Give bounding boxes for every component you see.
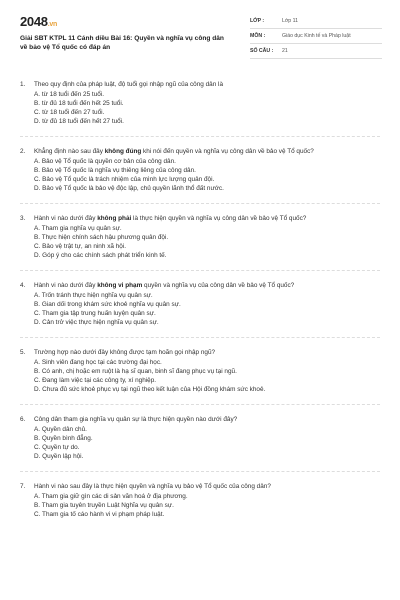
- question-stem-text: Khẳng định nào sau đây: [34, 148, 105, 155]
- answer-option[interactable]: D. Chưa đủ sức khoẻ phục vụ tại ngũ theo kết luận của Hội đồng khám sức khoẻ.: [34, 386, 266, 393]
- question-stem-text: Hành vi nào sau đây là thực hiện quyền và nghĩa vụ bảo vệ Tổ quốc của công dân?: [34, 483, 271, 490]
- meta-value: Giáo dục Kinh tế và Pháp luật: [282, 33, 351, 39]
- meta-row-grade: [250, 14, 382, 29]
- answer-option[interactable]: B. Bảo vệ Tổ quốc là nghĩa vụ thiêng liêng của công dân.: [34, 167, 196, 174]
- meta-value: 21: [282, 48, 288, 54]
- answer-option[interactable]: A. Bảo vệ Tổ quốc là quyền cơ bản của công dân.: [34, 158, 176, 165]
- answer-option[interactable]: A. Sinh viên đang học tại các trường đại học.: [34, 359, 162, 366]
- document-meta: [250, 14, 382, 59]
- question-stem: [34, 482, 380, 491]
- question-stem-text: Theo quy định của pháp luật, độ tuổi gọi nhập ngũ của công dân là: [34, 81, 224, 88]
- question-stem: [34, 348, 380, 357]
- question-stem-text: là thực hiện quyền và nghĩa vụ công dân về bảo vệ Tổ quốc?: [131, 215, 307, 222]
- meta-value: Lớp 11: [282, 18, 298, 24]
- question-stem: [34, 147, 380, 156]
- question-stem: [34, 415, 380, 424]
- question-divider: [20, 203, 380, 204]
- answer-option[interactable]: C. Tham gia tố cáo hành vi vi phạm pháp luật.: [34, 511, 165, 518]
- document-header: [0, 0, 400, 62]
- question-item: [20, 147, 380, 193]
- question-item: [20, 348, 380, 394]
- meta-row-count: [250, 44, 382, 59]
- question-stem-text: quyền và nghĩa vụ của công dân về bảo vệ Tổ quốc?: [142, 282, 295, 289]
- question-stem-emphasis: không vi phạm: [97, 282, 143, 289]
- question-stem-text: Hành vi nào dưới đây: [34, 215, 98, 222]
- question-divider: [20, 471, 380, 472]
- question-item: [20, 415, 380, 461]
- question-stem-emphasis: không đúng: [104, 148, 142, 155]
- question-stem-text: Trường hợp nào dưới đây không được tạm hoãn gọi nhập ngũ?: [34, 349, 216, 356]
- question-stem-text: Hành vi nào dưới đây: [34, 282, 98, 289]
- answer-option[interactable]: D. Quyền lập hội.: [34, 453, 84, 460]
- answer-option[interactable]: C. từ 18 tuổi đến 27 tuổi.: [34, 109, 105, 116]
- question-divider: [20, 270, 380, 271]
- question-stem-text: Công dân tham gia nghĩa vụ quân sự là thực hiện quyền nào dưới đây?: [34, 416, 238, 423]
- answer-option[interactable]: C. Tham gia tập trung huấn luyện quân sự.: [34, 310, 156, 317]
- answer-option[interactable]: C. Đang làm việc tại các công ty, xí nghiệp.: [34, 377, 157, 384]
- question-divider: [20, 337, 380, 338]
- answer-option[interactable]: B. Quyền bình đẳng.: [34, 435, 93, 442]
- question-number: 6.: [20, 416, 26, 423]
- meta-key: LỚP :: [250, 18, 265, 24]
- question-list: [20, 80, 380, 529]
- question-item: [20, 482, 380, 519]
- answer-option[interactable]: C. Quyền tự do.: [34, 444, 80, 451]
- answer-option[interactable]: D. Cản trở việc thực hiện nghĩa vụ quân sự.: [34, 319, 159, 326]
- answer-option[interactable]: D. Bảo vệ Tổ quốc là bảo vệ độc lập, chủ quyền lãnh thổ đất nước.: [34, 185, 224, 192]
- logo-main: 2048: [20, 14, 48, 29]
- question-number: 1.: [20, 81, 26, 88]
- meta-key: SỐ CÂU :: [250, 48, 274, 54]
- question-item: [20, 80, 380, 126]
- question-stem-text: khi nói đến quyền và nghĩa vụ công dân về bảo vệ Tổ quốc?: [141, 148, 314, 155]
- question-number: 4.: [20, 282, 26, 289]
- question-stem: [34, 80, 380, 89]
- question-number: 2.: [20, 148, 26, 155]
- answer-option[interactable]: A. Trốn tránh thực hiện nghĩa vụ quân sự.: [34, 292, 153, 299]
- answer-option[interactable]: A. Tham gia giữ gìn các di sản văn hoá ở địa phương.: [34, 493, 188, 500]
- question-divider: [20, 404, 380, 405]
- question-number: 5.: [20, 349, 26, 356]
- answer-option[interactable]: B. Có anh, chị hoặc em ruột là hạ sĩ quan, binh sĩ đang phục vụ tại ngũ.: [34, 368, 237, 375]
- answer-option[interactable]: A. Quyền dân chủ.: [34, 426, 87, 433]
- question-stem-emphasis: không phải: [97, 215, 132, 222]
- question-number: 3.: [20, 215, 26, 222]
- document-title: Giải SBT KTPL 11 Cánh diều Bài 16: Quyền và nghĩa vụ công dân về bảo vệ Tổ quốc có đáp án: [20, 35, 224, 51]
- logo-suffix: .vn: [47, 21, 57, 28]
- answer-option[interactable]: D. Góp ý cho các chính sách phát triển kinh tế.: [34, 252, 167, 259]
- answer-option[interactable]: A. Tham gia nghĩa vụ quân sự.: [34, 225, 122, 232]
- question-stem: [34, 214, 380, 223]
- question-number: 7.: [20, 483, 26, 490]
- answer-option[interactable]: A. từ 18 tuổi đến 25 tuổi.: [34, 91, 105, 98]
- answer-option[interactable]: B. Tham gia tuyên truyền Luật Nghĩa vụ quân sự.: [34, 502, 174, 509]
- meta-key: MÔN :: [250, 33, 266, 39]
- answer-option[interactable]: B. Thực hiện chính sách hậu phương quân đội.: [34, 234, 169, 241]
- question-divider: [20, 136, 380, 137]
- answer-option[interactable]: D. từ đủ 18 tuổi đến hết 27 tuổi.: [34, 118, 124, 125]
- answer-option[interactable]: B. Gian dối trong khám sức khoẻ nghĩa vụ quân sự.: [34, 301, 181, 308]
- meta-row-subject: [250, 29, 382, 44]
- question-item: [20, 214, 380, 260]
- answer-option[interactable]: C. Bảo vệ Tổ quốc là trách nhiệm của mình lực lượng quân đội.: [34, 176, 215, 183]
- question-stem: [34, 281, 380, 290]
- answer-option[interactable]: B. từ đủ 18 tuổi đến hết 25 tuổi.: [34, 100, 124, 107]
- answer-option[interactable]: C. Bảo vệ trật tự, an ninh xã hội.: [34, 243, 127, 250]
- site-logo[interactable]: [20, 14, 57, 29]
- question-item: [20, 281, 380, 327]
